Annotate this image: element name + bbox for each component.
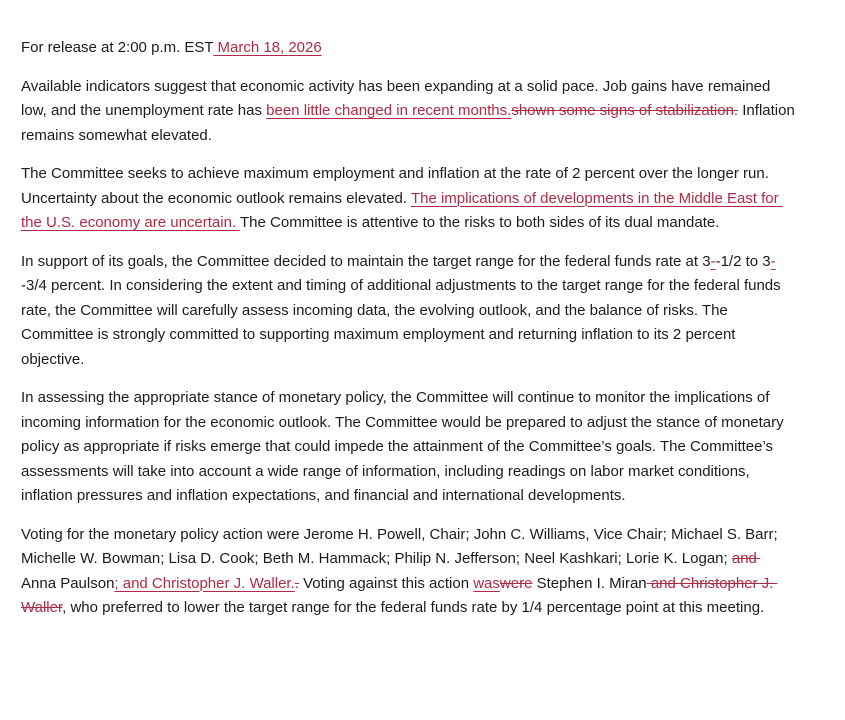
text-run: -1/2 to 3 bbox=[715, 252, 771, 270]
document-body bbox=[21, 36, 799, 621]
paragraph-monitoring bbox=[21, 386, 795, 509]
text-run: The Committee seeks to achieve maximum employment and inflation at the rate of 2 percent over the longer run. Uncertainty about the economic outlook remains elevated. bbox=[21, 165, 774, 207]
text-run: Voting for the monetary policy action were Jerome H. Powell, Chair; John C. Williams, Vice Chair; Michael S. Barr; Michelle W. Bowman; Lisa D. Cook; Beth M. Hammack; Philip N. Jefferson; Neel Kashkari; Lorie K. Logan; bbox=[21, 525, 782, 567]
paragraph-dual-mandate bbox=[21, 162, 795, 236]
text-run: In support of its goals, the Committee decided to maintain the target range for the federal funds rate at 3 bbox=[21, 252, 711, 270]
release-line bbox=[21, 36, 795, 61]
deleted-text: . bbox=[294, 574, 299, 592]
paragraph-policy-action bbox=[21, 250, 795, 373]
deleted-text: and Christopher J. Waller bbox=[21, 574, 778, 616]
inserted-text: - bbox=[710, 252, 716, 270]
inserted-text: ; and Christopher J. Waller. bbox=[114, 574, 295, 592]
text-run: Available indicators suggest that economic activity has been expanding at a solid pace. Job gains have remained low, and the unemployment rate has bbox=[21, 77, 775, 119]
inserted-text: The implications of developments in the Middle East for the U.S. economy are uncertain. bbox=[21, 189, 783, 231]
text-run: The Committee is attentive to the risks to both sides of its dual mandate. bbox=[240, 214, 720, 231]
paragraph-voting bbox=[21, 523, 795, 621]
text-run: Anna Paulson bbox=[21, 574, 115, 592]
inserted-text: was bbox=[473, 574, 500, 592]
text-run: , who preferred to lower the target range for the federal funds rate by 1/4 percentage point at this meeting. bbox=[62, 599, 765, 616]
text-run: For release at 2:00 p.m. EST bbox=[21, 39, 214, 56]
deleted-text: and bbox=[731, 550, 761, 567]
text-run: Inflation remains somewhat elevated. bbox=[21, 102, 799, 144]
deleted-text: were bbox=[499, 574, 533, 592]
text-run: -3/4 percent. In considering the extent and timing of additional adjustments to the target range for the federal funds rate, the Committee will carefully assess incoming data, the evolving outlook, and the balance of risks. The Committee is strongly committed to supporting maximum employment and returning inflation to its 2 percent objective. bbox=[21, 277, 785, 368]
inserted-text: been little changed in recent months. bbox=[266, 102, 512, 119]
text-run: Stephen I. Miran bbox=[532, 574, 647, 592]
deleted-text: shown some signs of stabilization. bbox=[511, 102, 739, 119]
inserted-text: March 18, 2026 bbox=[213, 39, 322, 56]
text-run: In assessing the appropriate stance of monetary policy, the Committee will continue to monitor the implications of incoming information for the economic outlook. The Committee would be prepared to adjust the stance of monetary policy as appropriate if risks emerge that could impede the attainment of the Committee’s goals. The Committee’s assessments will take into account a wide range of information, including readings on labor market conditions, inflation pressures and inflation expectations, and financial and international developments. bbox=[21, 389, 788, 504]
paragraph-economic-activity bbox=[21, 75, 799, 149]
text-run: Voting against this action bbox=[298, 574, 474, 592]
inserted-text: - bbox=[770, 252, 776, 270]
